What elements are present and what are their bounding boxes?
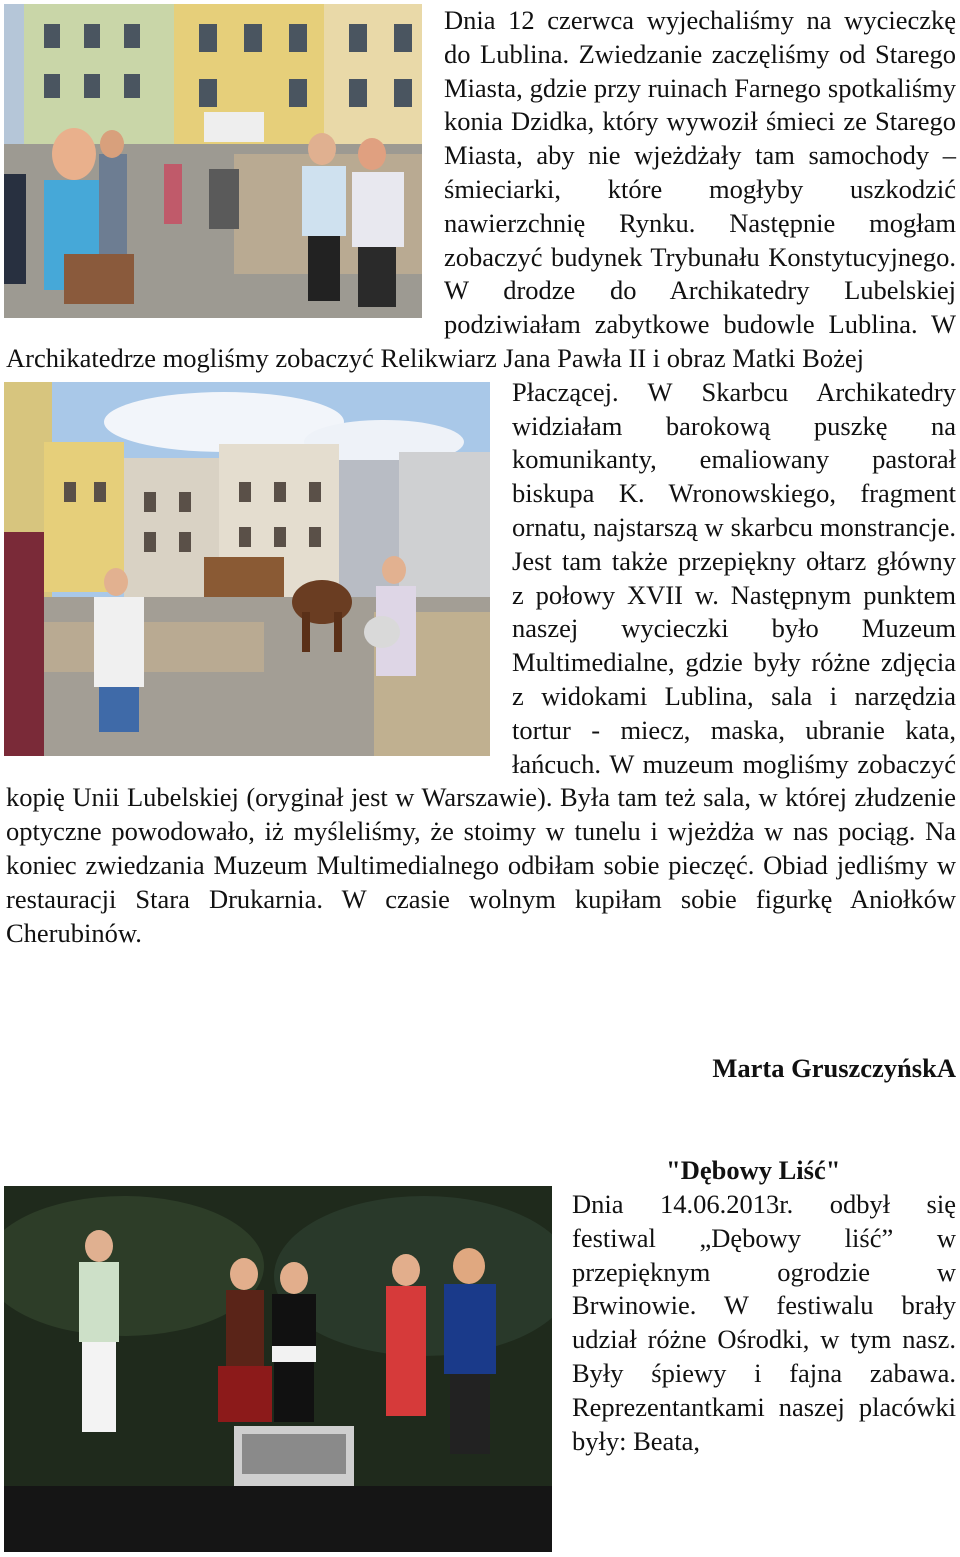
photo-group-old-town [4,4,422,318]
article-lublin-text-part2: Płaczącej. W Skarbcu Archikatedry widziałam barokową puszkę na komunikanty, emaliowany pastorał biskupa K. Wronowskiego, fragment ornatu, najstarszą w skarbcu monstrancje. Jest tam także przepiękny ołtarz główny z połowy XVII w. Następnym punktem naszej wycieczki było Muzeum Multimedialne, gdzie były różne zdjęcia z widokami Lublina, sala i narzędzia tortur - miecz, maska, ubranie kata, łańcuch. W muzeum mogliśmy zobaczyć kopię Unii Lubelskiej (oryginał jest w Warszawie). Była tam też sala, w której złudzenie optyczne powodowało, iż myśleliśmy, że stoimy w tunelu i wjeżdża w nas pociąg. Na koniec zwiedzania Muzeum Multimedialnego odbiłam sobie pieczęć. Obiad jedliśmy w restauracji Stara Drukarnia. W czasie wolnym kupiłam sobie figurkę Aniołków Cherubinów. [6,376,956,948]
photo-group-old-town-image [4,4,422,318]
photo-festival-stage-image [4,1186,552,1552]
article-debowy-lisc-title: "Dębowy Liść" [666,1155,841,1185]
photo-horse-cart-square [4,382,490,756]
author-signature: Marta GruszczyńskA [712,1053,956,1083]
photo-horse-cart-square-image [4,382,490,756]
photo-festival-stage [4,1186,552,1552]
article-lublin-paragraph [6,4,956,950]
article-lublin-text-part1: Dnia 12 czerwca wyjechaliśmy na wycieczkę do Lublina. Zwiedzanie zaczęliśmy od Starego Miasta, gdzie przy ruinach Farnego spotkaliśmy konia Dzidka, który wywoził śmieci ze Starego Miasta, aby nie wjeżdżały tam samochody – śmieciarki, które mogłyby uszkodzić nawierzchnię Rynku. Następnie mogłam zobaczyć budynek Trybunału Konstytucyjnego. W drodze do Archikatedry Lubelskiej podziwiałam zabytkowe budowle Lublina. W Archikatedrze mogliśmy zobaczyć Relikwiarz Jana Pawła II i obraz Matki Bożej [6,5,956,373]
article-debowy-lisc-paragraph: Dnia 14.06.2013r. odbył się festiwal „Dębowy liść” w przepięknym ogrodzie w Brwinowie. W festiwalu brały udział różne Ośrodki, w tym nasz. Były śpiewy i fajna zabawa. Reprezentantkami naszej placówki były: Beata, [572,1189,956,1456]
